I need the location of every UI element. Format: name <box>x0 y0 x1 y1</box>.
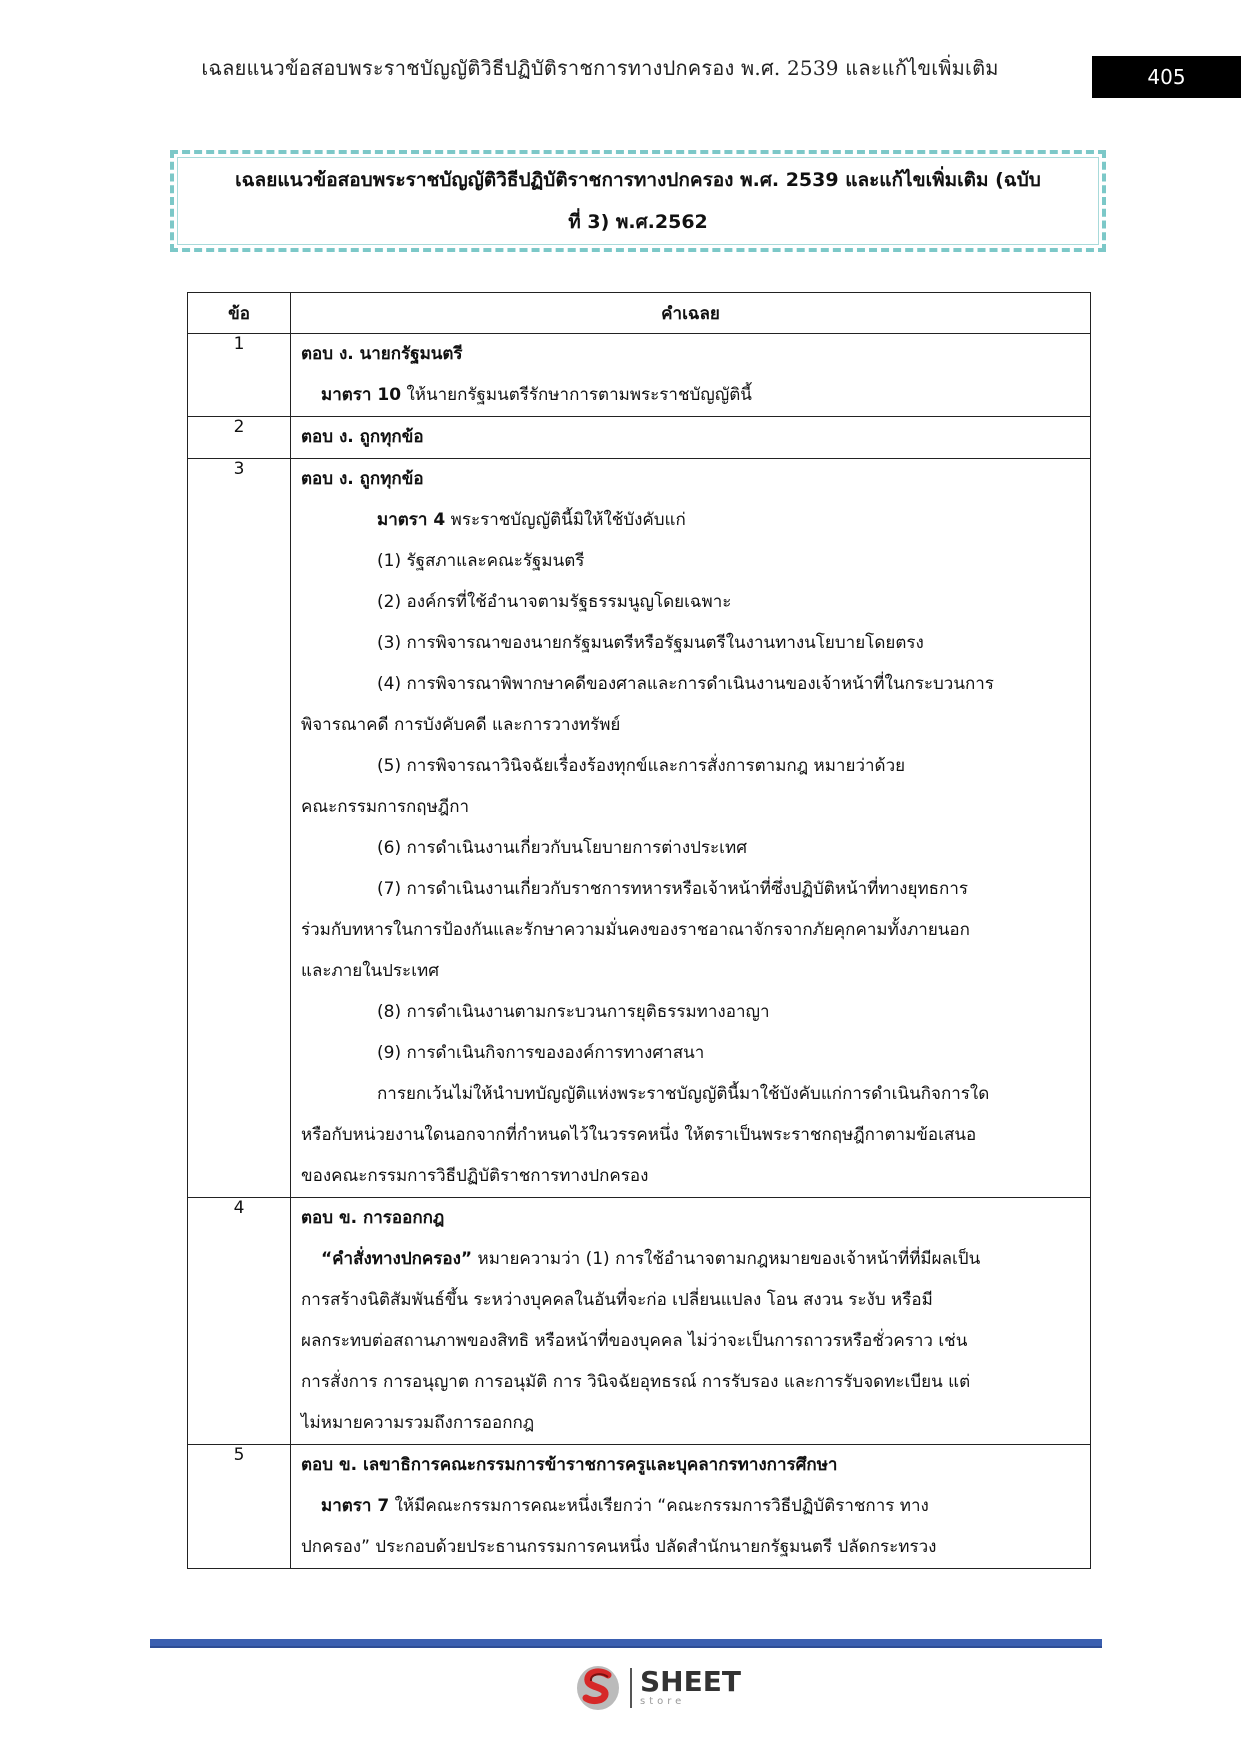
table-row <box>188 334 1091 417</box>
column-header-number: ข้อ <box>188 293 291 334</box>
law-paragraph: การยกเว้นไม่ให้นำบทบัญญัติแห่งพระราชบัญญัตินี้มาใช้บังคับแก่การดำเนินกิจการใด <box>377 1084 990 1104</box>
sheet-store-logo <box>574 1660 744 1716</box>
document-title-line2: ที่ 3) พ.ศ.2562 <box>568 211 708 233</box>
law-item-continuation: และภายในประเทศ <box>301 961 440 981</box>
table-row <box>188 417 1091 459</box>
table-header-row <box>188 293 1091 334</box>
answer-choice: ตอบ ข. การออกกฎ <box>301 1208 445 1228</box>
document-title-line1: เฉลยแนวข้อสอบพระราชบัญญัติวิธีปฏิบัติราชการทางปกครอง พ.ศ. 2539 และแก้ไขเพิ่มเติม (ฉบับ <box>235 169 1041 191</box>
answer-choice: ตอบ ข. เลขาธิการคณะกรรมการข้าราชการครูและบุคลากรทางการศึกษา <box>301 1455 838 1475</box>
answer-choice: ตอบ ง. ถูกทุกข้อ <box>301 469 424 489</box>
definition-text: หมายความว่า (1) การใช้อำนาจตามกฎหมายของเจ้าหน้าที่ที่มีผลเป็น <box>472 1249 981 1269</box>
row-answer-cell <box>291 1198 1091 1445</box>
logo-subtext: store <box>640 1696 686 1707</box>
title-box-inner-border <box>177 157 1099 245</box>
table-row <box>188 1445 1091 1569</box>
row-number: 3 <box>188 459 291 1198</box>
law-citation <box>301 1486 1080 1527</box>
running-header-title: เฉลยแนวข้อสอบพระราชบัญญัติวิธีปฏิบัติราชการทางปกครอง พ.ศ. 2539 และแก้ไขเพิ่มเติม <box>201 56 999 80</box>
law-item: (8) การดำเนินงานตามกระบวนการยุติธรรมทางอาญา <box>377 1002 770 1022</box>
law-item-continuation: คณะกรรมการกฤษฎีกา <box>301 797 470 817</box>
table-row <box>188 459 1091 1198</box>
logo-text: SHEET <box>640 1665 741 1698</box>
row-number: 1 <box>188 334 291 417</box>
row-number: 2 <box>188 417 291 459</box>
law-citation <box>301 375 1080 416</box>
law-item-continuation: ร่วมกับทหารในการป้องกันและรักษาความมั่นคงของราชอาณาจักรจากภัยคุกคามทั้งภายนอก <box>301 920 970 940</box>
law-item: (2) องค์กรที่ใช้อำนาจตามรัฐธรรมนูญโดยเฉพาะ <box>377 592 732 612</box>
answer-choice: ตอบ ง. ถูกทุกข้อ <box>301 427 424 447</box>
logo-wordmark <box>630 1665 741 1708</box>
law-section-label: มาตรา 10 <box>321 385 402 405</box>
law-section-continuation: ปกครอง” ประกอบด้วยประธานกรรมการคนหนึ่ง ปลัดสำนักนายกรัฐมนตรี ปลัดกระทรวง <box>301 1537 937 1557</box>
page-number: 405 <box>1092 56 1241 98</box>
sheet-logo-icon <box>574 1663 622 1713</box>
law-section-label: มาตรา 7 <box>321 1496 390 1516</box>
document-title-box <box>170 150 1106 252</box>
definition-continuation: การสร้างนิติสัมพันธ์ขึ้น ระหว่างบุคคลในอันที่จะก่อ เปลี่ยนแปลง โอน สงวน ระงับ หรือมี <box>301 1290 933 1310</box>
law-item-continuation: พิจารณาคดี การบังคับคดี และการวางทรัพย์ <box>301 715 621 735</box>
row-answer-cell <box>291 417 1091 459</box>
row-answer-cell <box>291 1445 1091 1569</box>
row-answer-cell <box>291 334 1091 417</box>
answer-choice: ตอบ ง. นายกรัฐมนตรี <box>301 344 463 364</box>
law-item: (1) รัฐสภาและคณะรัฐมนตรี <box>377 551 585 571</box>
definition-continuation: ไม่หมายความรวมถึงการออกกฎ <box>301 1413 535 1433</box>
law-item: (7) การดำเนินงานเกี่ยวกับราชการทหารหรือเจ้าหน้าที่ซึ่งปฏิบัติหน้าที่ทางยุทธการ <box>377 879 968 899</box>
definition-continuation: ผลกระทบต่อสถานภาพของสิทธิ หรือหน้าที่ของบุคคล ไม่ว่าจะเป็นการถาวรหรือชั่วคราว เช่น <box>301 1331 968 1351</box>
law-section-label: มาตรา 4 <box>377 510 446 530</box>
law-item: (9) การดำเนินกิจการขององค์การทางศาสนา <box>377 1043 705 1063</box>
law-item: (5) การพิจารณาวินิจฉัยเรื่องร้องทุกข์และการสั่งการตามกฎ หมายว่าด้วย <box>377 756 906 776</box>
column-header-answer: คำเฉลย <box>291 293 1091 334</box>
answer-table <box>187 292 1091 1569</box>
law-item: (3) การพิจารณาของนายกรัฐมนตรีหรือรัฐมนตรีในงานทางนโยบายโดยตรง <box>377 633 924 653</box>
definition-line <box>301 1239 1080 1280</box>
definition-continuation: การสั่งการ การอนุญาต การอนุมัติ การ วินิจฉัยอุทธรณ์ การรับรอง และการรับจดทะเบียน แต่ <box>301 1372 971 1392</box>
row-answer-cell <box>291 459 1091 1198</box>
law-citation <box>301 500 1080 541</box>
law-item: (6) การดำเนินงานเกี่ยวกับนโยบายการต่างประเทศ <box>377 838 747 858</box>
law-section-text: พระราชบัญญัตินี้มิให้ใช้บังคับแก่ <box>445 510 686 530</box>
law-section-text: ให้มีคณะกรรมการคณะหนึ่งเรียกว่า “คณะกรรมการวิธีปฏิบัติราชการ ทาง <box>389 1496 929 1516</box>
law-section-text: ให้นายกรัฐมนตรีรักษาการตามพระราชบัญญัตินี้ <box>401 385 752 405</box>
row-number: 5 <box>188 1445 291 1569</box>
law-paragraph-continuation: หรือกับหน่วยงานใดนอกจากที่กำหนดไว้ในวรรคหนึ่ง ให้ตราเป็นพระราชกฤษฎีกาตามข้อเสนอ <box>301 1125 977 1145</box>
definition-term: “คำสั่งทางปกครอง” <box>321 1249 473 1269</box>
law-item: (4) การพิจารณาพิพากษาคดีของศาลและการดำเนินงานของเจ้าหน้าที่ในกระบวนการ <box>377 674 994 694</box>
table-row <box>188 1198 1091 1445</box>
row-number: 4 <box>188 1198 291 1445</box>
footer-divider-bar <box>150 1639 1102 1648</box>
law-paragraph-continuation: ของคณะกรรมการวิธีปฏิบัติราชการทางปกครอง <box>301 1166 649 1186</box>
